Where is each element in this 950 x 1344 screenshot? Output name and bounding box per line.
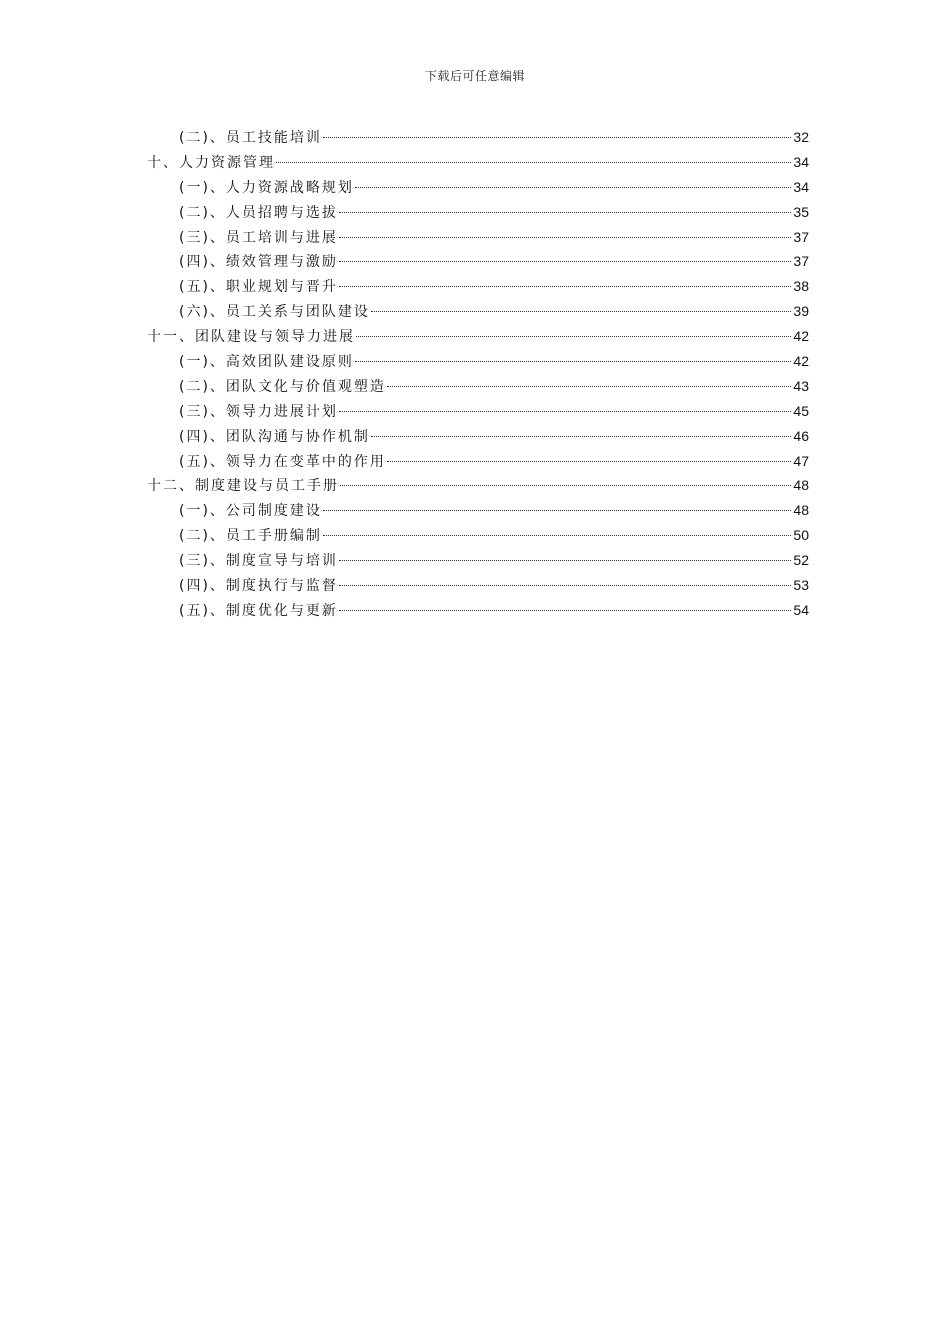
toc-entry-title: (一)、公司制度建设 bbox=[179, 503, 322, 520]
toc-entry[interactable] bbox=[147, 451, 809, 476]
toc-dot-leader bbox=[339, 286, 791, 287]
page-header: 下载后可任意编辑 bbox=[424, 69, 525, 83]
toc-dot-leader bbox=[339, 610, 791, 611]
toc-dot-leader bbox=[323, 535, 791, 536]
toc-entry-page-number: 37 bbox=[793, 228, 809, 245]
toc-entry[interactable] bbox=[147, 401, 809, 426]
toc-entry[interactable] bbox=[147, 127, 809, 152]
toc-entry-page-number: 34 bbox=[793, 178, 809, 195]
toc-dot-leader bbox=[355, 361, 791, 362]
toc-entry-page-number: 45 bbox=[793, 402, 809, 419]
toc-dot-leader bbox=[387, 386, 791, 387]
toc-dot-leader bbox=[339, 261, 791, 262]
table-of-contents bbox=[147, 127, 809, 625]
toc-dot-leader bbox=[276, 162, 791, 163]
toc-entry[interactable] bbox=[147, 177, 809, 202]
toc-entry[interactable] bbox=[147, 152, 809, 177]
toc-entry[interactable] bbox=[147, 301, 809, 326]
toc-entry-title: (五)、职业规划与晋升 bbox=[179, 279, 338, 296]
toc-entry-title: (三)、制度宣导与培训 bbox=[179, 553, 338, 570]
toc-entry[interactable] bbox=[147, 525, 809, 550]
toc-dot-leader bbox=[339, 212, 791, 213]
toc-dot-leader bbox=[339, 411, 791, 412]
toc-entry-page-number: 46 bbox=[793, 427, 809, 444]
toc-dot-leader bbox=[371, 436, 791, 437]
toc-entry-title: (二)、员工技能培训 bbox=[179, 130, 322, 146]
toc-entry[interactable] bbox=[147, 600, 809, 625]
toc-entry-page-number: 52 bbox=[793, 552, 809, 569]
toc-entry-page-number: 38 bbox=[793, 278, 809, 295]
toc-entry[interactable] bbox=[147, 276, 809, 301]
toc-entry-title: (五)、领导力在变革中的作用 bbox=[179, 453, 386, 470]
toc-entry[interactable] bbox=[147, 426, 809, 451]
toc-dot-leader bbox=[340, 485, 791, 486]
toc-entry[interactable] bbox=[147, 575, 809, 600]
toc-entry-title: 十一、团队建设与领导力进展 bbox=[147, 329, 355, 346]
toc-entry-page-number: 42 bbox=[793, 328, 809, 345]
toc-entry-title: 十、人力资源管理 bbox=[147, 154, 275, 171]
toc-dot-leader bbox=[355, 187, 791, 188]
toc-entry[interactable] bbox=[147, 251, 809, 276]
toc-entry-page-number: 48 bbox=[793, 477, 809, 494]
toc-entry-page-number: 54 bbox=[793, 601, 809, 618]
toc-entry-title: (四)、制度执行与监督 bbox=[179, 578, 338, 595]
toc-dot-leader bbox=[323, 137, 791, 138]
toc-entry[interactable] bbox=[147, 550, 809, 575]
toc-entry-title: 十二、制度建设与员工手册 bbox=[147, 478, 339, 495]
toc-dot-leader bbox=[339, 237, 791, 238]
toc-dot-leader bbox=[387, 461, 791, 462]
toc-entry-page-number: 34 bbox=[793, 153, 809, 170]
toc-entry-title: (六)、员工关系与团队建设 bbox=[179, 304, 370, 321]
toc-entry-page-number: 43 bbox=[793, 377, 809, 394]
toc-entry[interactable] bbox=[147, 326, 809, 351]
toc-entry-page-number: 47 bbox=[793, 452, 809, 469]
toc-entry-page-number: 35 bbox=[793, 203, 809, 220]
toc-entry-title: (一)、高效团队建设原则 bbox=[179, 354, 354, 371]
toc-entry-page-number: 37 bbox=[793, 253, 809, 270]
toc-entry[interactable] bbox=[147, 202, 809, 227]
toc-entry-title: (三)、领导力进展计划 bbox=[179, 403, 338, 420]
toc-entry-page-number: 42 bbox=[793, 353, 809, 370]
toc-entry-page-number: 48 bbox=[793, 502, 809, 519]
toc-entry-title: (四)、团队沟通与协作机制 bbox=[179, 428, 370, 445]
toc-dot-leader bbox=[356, 336, 791, 337]
toc-entry-page-number: 50 bbox=[793, 527, 809, 544]
toc-entry-page-number: 39 bbox=[793, 303, 809, 320]
toc-dot-leader bbox=[323, 510, 791, 511]
toc-entry-title: (三)、员工培训与进展 bbox=[179, 229, 338, 246]
toc-entry-page-number: 32 bbox=[793, 129, 809, 145]
toc-entry-title: (五)、制度优化与更新 bbox=[179, 602, 338, 619]
toc-dot-leader bbox=[339, 560, 791, 561]
toc-dot-leader bbox=[371, 311, 791, 312]
toc-entry[interactable] bbox=[147, 475, 809, 500]
toc-entry-title: (二)、团队文化与价值观塑造 bbox=[179, 378, 386, 395]
toc-dot-leader bbox=[339, 585, 791, 586]
toc-entry[interactable] bbox=[147, 351, 809, 376]
toc-entry-page-number: 53 bbox=[793, 577, 809, 594]
toc-entry-title: (一)、人力资源战略规划 bbox=[179, 179, 354, 196]
toc-entry[interactable] bbox=[147, 376, 809, 401]
toc-entry-title: (二)、员工手册编制 bbox=[179, 528, 322, 545]
toc-entry[interactable] bbox=[147, 227, 809, 252]
toc-entry-title: (四)、绩效管理与激励 bbox=[179, 254, 338, 271]
toc-entry[interactable] bbox=[147, 500, 809, 525]
toc-entry-title: (二)、人员招聘与选拔 bbox=[179, 204, 338, 221]
